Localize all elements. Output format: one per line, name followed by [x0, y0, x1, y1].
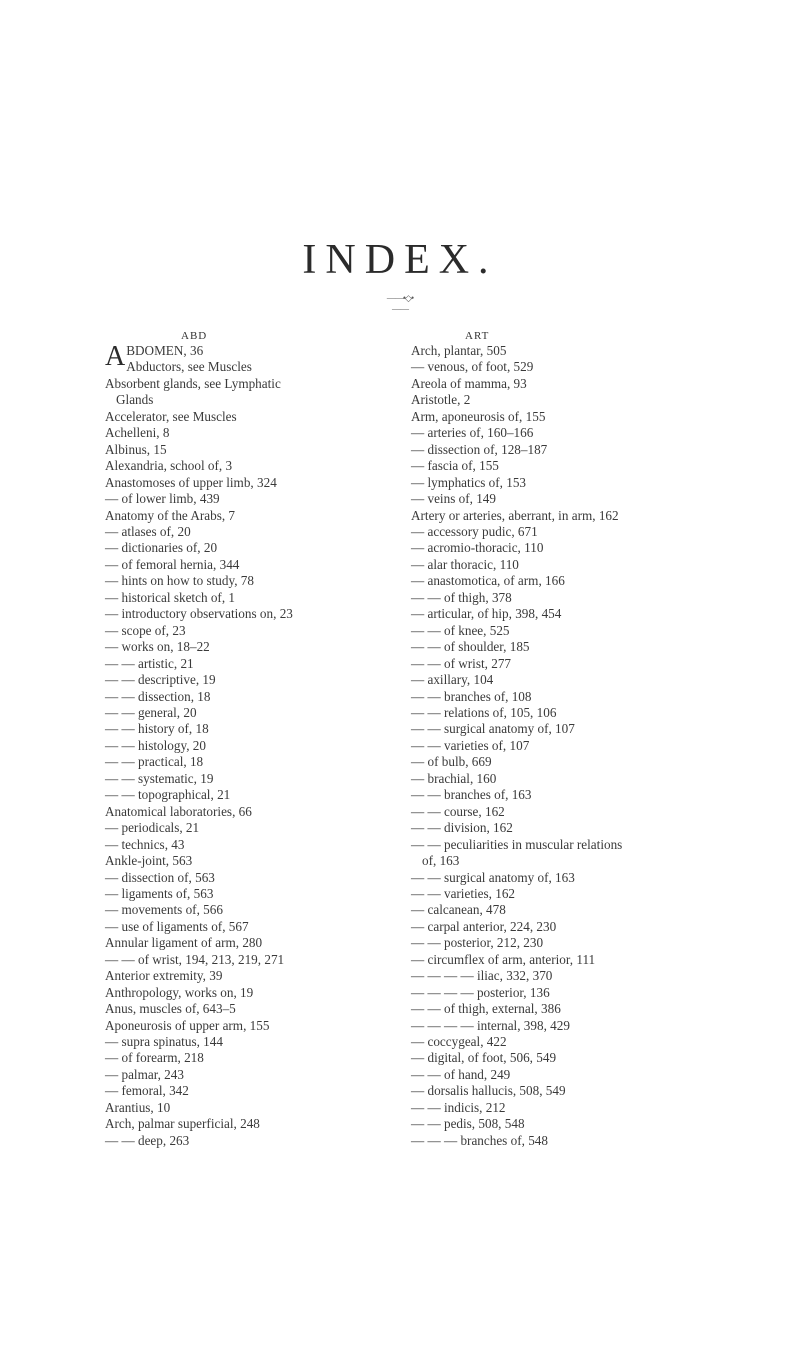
index-entry: — — of shoulder, 185: [411, 639, 530, 655]
index-entry: — — of knee, 525: [411, 622, 510, 638]
index-entry: — — history of, 18: [105, 721, 209, 737]
index-entry: — acromio-thoracic, 110: [411, 540, 544, 556]
index-entry: — atlases of, 20: [105, 523, 191, 539]
index-entry: — coccygeal, 422: [411, 1034, 507, 1050]
index-entry: — — — — internal, 398, 429: [411, 1017, 570, 1033]
index-entry: — — of hand, 249: [411, 1066, 511, 1082]
index-entry: Artery or arteries, aberrant, in arm, 162: [411, 507, 619, 523]
index-entry: — scope of, 23: [105, 622, 186, 638]
index-entry: Aponeurosis of upper arm, 155: [105, 1017, 270, 1033]
index-entry: — — — branches of, 548: [411, 1132, 548, 1148]
index-entry: — anastomotica, of arm, 166: [411, 573, 565, 589]
index-entry: — femoral, 342: [105, 1083, 189, 1099]
index-entry: — of lower limb, 439: [105, 491, 220, 507]
index-entry: — supra spinatus, 144: [105, 1034, 223, 1050]
index-entry: Arch, palmar superficial, 248: [105, 1116, 260, 1132]
index-entry: Anus, muscles of, 643–5: [105, 1001, 236, 1017]
index-entry: Alexandria, school of, 3: [105, 458, 233, 474]
index-entry: — historical sketch of, 1: [105, 589, 236, 605]
running-head-left: ABD: [181, 330, 208, 342]
index-column-right: [411, 343, 741, 1149]
index-entry: Arantius, 10: [105, 1099, 171, 1115]
index-entry: — lymphatics of, 153: [411, 474, 527, 490]
index-entry: — hints on how to study, 78: [105, 573, 254, 589]
index-entry: — ligaments of, 563: [105, 885, 214, 901]
index-entry: Anthropology, works on, 19: [105, 984, 254, 1000]
index-entry: — carpal anterior, 224, 230: [411, 918, 557, 934]
index-entry: — dictionaries of, 20: [105, 540, 218, 556]
index-entry: — use of ligaments of, 567: [105, 918, 249, 934]
index-entry: — — artistic, 21: [105, 655, 194, 671]
index-entry: Anastomoses of upper limb, 324: [105, 474, 277, 490]
index-entry: — periodicals, 21: [105, 820, 200, 836]
index-entry: BDOMEN, 36: [126, 343, 204, 358]
index-entry: — — of wrist, 277: [411, 655, 512, 671]
index-entry: — — peculiarities in muscular relations: [411, 836, 623, 852]
index-entry: Arm, aponeurosis of, 155: [411, 408, 546, 424]
index-entry: Anatomical laboratories, 66: [105, 803, 252, 819]
index-entry: — introductory observations on, 23: [105, 606, 293, 622]
index-column-left: [105, 343, 390, 1149]
index-entry: — — practical, 18: [105, 754, 204, 770]
index-entry: — movements of, 566: [105, 902, 223, 918]
index-entry: Absorbent glands, see Lymphatic: [105, 375, 281, 391]
drop-cap: A: [105, 341, 126, 372]
index-entry: — of femoral hernia, 344: [105, 556, 240, 572]
index-entry: — works on, 18–22: [105, 639, 210, 655]
running-head-right: ART: [465, 330, 490, 342]
index-entry: — technics, 43: [105, 836, 185, 852]
index-entry: — alar thoracic, 110: [411, 556, 519, 572]
index-entry: — — course, 162: [411, 803, 505, 819]
index-entry: — venous, of foot, 529: [411, 359, 534, 375]
index-entry: — calcanean, 478: [411, 902, 506, 918]
index-entry: Arch, plantar, 505: [411, 343, 507, 358]
index-entry: Aristotle, 2: [411, 392, 471, 408]
index-entry: — — branches of, 163: [411, 787, 532, 803]
index-entry: — — — — posterior, 136: [411, 984, 550, 1000]
index-entry: — dissection of, 128–187: [411, 441, 548, 457]
index-entry: Anatomy of the Arabs, 7: [105, 507, 236, 523]
index-entry: — dissection of, 563: [105, 869, 215, 885]
index-entry: — of forearm, 218: [105, 1050, 204, 1066]
index-entry: — — division, 162: [411, 820, 513, 836]
index-entry: — accessory pudic, 671: [411, 523, 538, 539]
index-entry: — articular, of hip, 398, 454: [411, 606, 562, 622]
index-entry: Abductors, see Muscles: [126, 359, 252, 375]
index-entry: — — indicis, 212: [411, 1099, 506, 1115]
index-entry: Albinus, 15: [105, 441, 167, 457]
index-entry: — — varieties of, 107: [411, 737, 530, 753]
index-entry: — fascia of, 155: [411, 458, 499, 474]
index-entry: — — topographical, 21: [105, 787, 231, 803]
index-entry: Achelleni, 8: [105, 425, 170, 441]
index-entry: Ankle-joint, 563: [105, 853, 193, 869]
index-entry: — circumflex of arm, anterior, 111: [411, 951, 596, 967]
index-entry: — — pedis, 508, 548: [411, 1116, 525, 1132]
index-entry: — veins of, 149: [411, 491, 496, 507]
index-entry: — arteries of, 160–166: [411, 425, 534, 441]
index-entry: — of bulb, 669: [411, 754, 492, 770]
index-entry: — — posterior, 212, 230: [411, 935, 544, 951]
index-entry: — — systematic, 19: [105, 770, 214, 786]
index-entry: — — — — iliac, 332, 370: [411, 968, 553, 984]
index-entry: — — of thigh, external, 386: [411, 1001, 561, 1017]
index-entry: — — surgical anatomy of, 107: [411, 721, 575, 737]
index-entry: — — of wrist, 194, 213, 219, 271: [105, 951, 285, 967]
index-entry: — — varieties, 162: [411, 885, 516, 901]
index-entry: — palmar, 243: [105, 1066, 184, 1082]
index-entry: Anterior extremity, 39: [105, 968, 223, 984]
index-entry: — — histology, 20: [105, 737, 206, 753]
index-entry: — — relations of, 105, 106: [411, 704, 557, 720]
index-entry: — — dissection, 18: [105, 688, 211, 704]
index-entry: Accelerator, see Muscles: [105, 408, 237, 424]
index-entry: — — descriptive, 19: [105, 672, 216, 688]
title-ornament: ——•◇•——: [386, 293, 414, 314]
index-entry: Annular ligament of arm, 280: [105, 935, 263, 951]
index-entry: — brachial, 160: [411, 770, 497, 786]
index-entry: of, 163: [422, 853, 460, 869]
page-title: INDEX.: [302, 237, 498, 283]
index-entry: — — of thigh, 378: [411, 589, 512, 605]
index-entry: — — general, 20: [105, 704, 197, 720]
index-entry: Glands: [116, 392, 154, 408]
index-entry: — — branches of, 108: [411, 688, 532, 704]
index-entry: Areola of mamma, 93: [411, 375, 527, 391]
index-entry: — — deep, 263: [105, 1132, 190, 1148]
index-entry: — digital, of foot, 506, 549: [411, 1050, 557, 1066]
index-entry: — — surgical anatomy of, 163: [411, 869, 575, 885]
index-entry: — dorsalis hallucis, 508, 549: [411, 1083, 566, 1099]
index-entry: — axillary, 104: [411, 672, 494, 688]
